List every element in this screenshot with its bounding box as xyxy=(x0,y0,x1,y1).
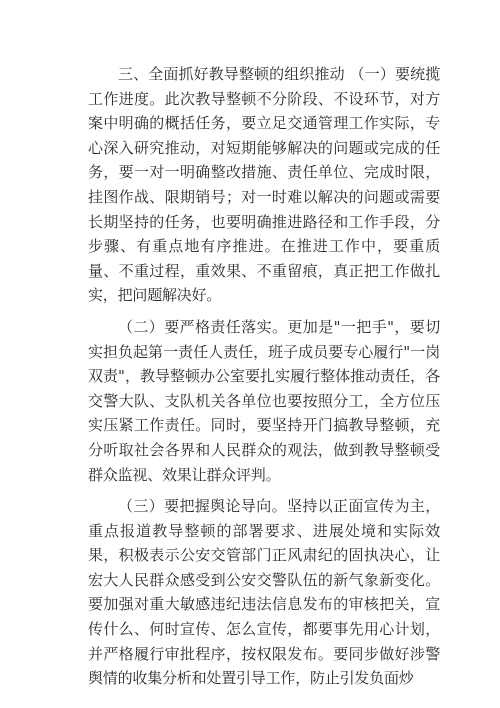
paragraph-section-three-part-one: 三、全面抓好教导整顿的组织推动 （一）要统揽工作进度。此次教导整顿不分阶段、不设环节，对方案中明确的概括任务，要立足交通管理工作实际，专心深入研究推动，对短期能够解决的问题或完成的任务，要一对一明确整改措施、责任单位、完成时限，挂图作战、限期销号；对一时难以解决的问题或需要长期坚持的任务，也要明确推进路径和工作手段，分步骤、有重点地有序推进。在推进工作中，要重质量、不重过程，重效果、不重留痕，真正把工作做扎实，把问题解决好。 xyxy=(88,65,440,305)
document-body xyxy=(88,62,440,691)
paragraph-public-opinion: （三）要把握舆论导向。坚持以正面宣传为主，重点报道教导整顿的部署要求、进展处境和实际效果，积极表示公安交管部门正风肃纪的固执决心，让宏大人民群众感受到公安交警队伍的新气象新变化。要加强对重大敏感违纪违法信息发布的审核把关，宣传什么、何时宣传、怎么宣传，都要事先用心计划，并严格履行审批程序，按权限发布。要同步做好涉警舆情的收集分析和处置引导工作，防止引发负面炒 xyxy=(88,497,440,688)
paragraph-responsibility: （二）要严格责任落实。更加是"一把手"，要切实担负起第一责任人责任，班子成员要专心履行"一岗双责"，教导整顿办公室要扎实履行整体推动责任，各交警大队、支队机关各单位也要按照分工，全方位压实压紧工作责任。同时，要坚持开门搞教导整顿，充分听取社会各界和人民群众的观法，做到教导整顿受群众监视、效果让群众评判。 xyxy=(88,317,440,484)
